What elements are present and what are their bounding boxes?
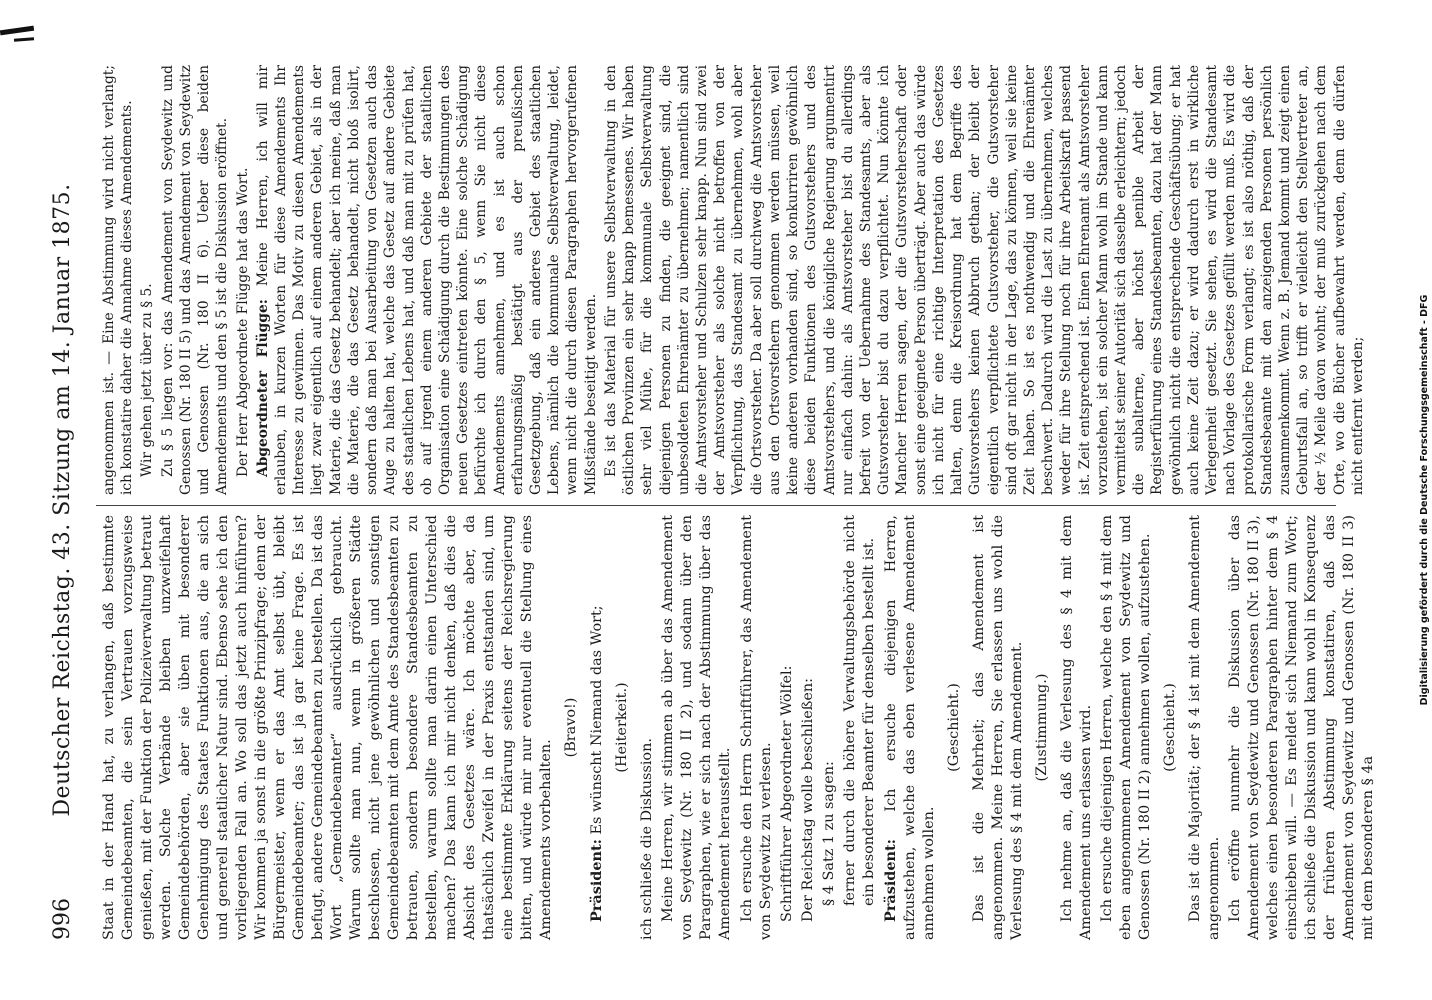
paragraph (159, 65, 232, 495)
paragraph (1186, 515, 1224, 940)
paragraph-text: (Heiterkeit.) (614, 682, 631, 773)
paragraph-text: Ich ersuche diejenigen Herren, welche den § 4 mit dem eben angenommenen Amendement von Seydewitz und Genossen (Nr. 180 II 2) annehmen wollen, aufzustehen. (1098, 515, 1153, 940)
speaker-label: Präsident: (881, 839, 899, 922)
paragraph (100, 65, 136, 495)
paragraph (638, 515, 657, 940)
page-footer (1412, 0, 1432, 1000)
paragraph-text: Es ist das Material für unsere Selbstverwaltung in den östlichen Provinzen ein sehr knapp bemessenes. Wir haben sehr viel Mühe, für die kommunale Selbstverwaltung diejenigen Personen zu finden, die geeignet sind, die unbesoldeten Ehrenämter zu übernehmen; namentlich sind die Amtsvorsteher und Schulzen sehr knapp. Nun sind zwei der Amtsvorsteher als solche nicht betroffen von der Verpflichtung, das Standesamt zu übernehmen, wohl aber die Ortsvorsteher. Da aber soll durchweg die Amtsvorsteher aus den Ortsvorstehern genommen werden müssen, weil keine anderen vorhanden sind, so konkurriren gewöhnlich diese beiden Funktionen des Gutsvorstehers und des Amtsvorstehers, und die königliche Regierung argumentirt nur einfach dahin: als Amtsvorsteher bist du allerdings befreit von der Uebernahme des Standesamts, aber als Gutsvorsteher bist du dazu verpflichtet. Nun könnte ich Mancher Herren sagen, der die Gutsvorsteherschaft oder sonst eine geeignete Person überträgt. Aber auch das würde ich nicht für eine richtige Interpretation des Gesetzes halten, denn die Kreisordnung hat dem Begriffe des Gutsvorstehers keinen Abbruch gethan; der bleibt der eigentlich verpflichtete Gutsvorsteher, die Gutsvorsteher sind oft gar nicht in der Lage, das zu können, weil sie keine Zeit haben. So ist es nothwendig und die Ehrenämter beschwert. Dadurch wird die Last zu übernehmen, welches weder für ihre Stellung noch für ihre Arbeitskraft passend ist. Zeit entsprechend ist. Einen Ehrenamt als Amtsvorsteher vorzustehen, ist ein solcher Mann wohl im Stande und kann vermittelst seiner Autorität sich dasselbe erleichtern; jedoch die subalterne, aber höchst penible Arbeit der Registerführung eines Standesbeamten, dazu hat der Mann gewöhnlich nicht die entsprechende Geschäftsübung; er hat auch keine Zeit dazu; er wird dadurch erst in wirkliche Verlegenheit gesetzt. Sie sehen, es wird die Standesamt nach Vorlage des Gesetzes gefüllt werden muß. Es wird die protokollarische Form verlangt; es ist also nöthig, daß der Standesbeamte mit den anzeigenden Personen persönlich zusammenkommt. Wenn z. B. Jemand kommt und zeigt einen Geburtsfall an, so trifft er vielleicht den Stellvertreter an, der ½ Meile davon wohnt; der muß zurückgehen nach dem Orte, wo die Bücher aufbewahrt werden, denn die dürfen nicht entfernt werden; (602, 65, 1366, 495)
paragraph-text: Es wünscht Niemand das Wort; (589, 605, 606, 835)
stage-direction (945, 515, 964, 940)
column-divider (96, 505, 1336, 506)
paragraph-text: § 4 Satz 1 zu sagen: (820, 761, 837, 906)
paragraph (100, 515, 556, 940)
paragraph-text: Ich ersuche diejenigen Herren, aufzustehen, welche das eben verlesene Amendement annehmen wollen. (882, 515, 937, 940)
running-title: Deutscher Reichstag. 43. Sitzung am 14. Januar 1875. (50, 183, 75, 817)
paragraph (881, 515, 939, 940)
paragraph-text: (Zustimmung.) (1033, 673, 1050, 782)
paragraph (587, 515, 607, 940)
paragraph (1058, 515, 1096, 940)
paragraph-text: (Geschieht.) (945, 683, 962, 772)
paragraph (1226, 515, 1378, 940)
paragraph (738, 515, 776, 940)
paragraph-text: Der Herr Abgeordnete Flügge hat das Wort. (234, 167, 251, 477)
paragraph (778, 515, 797, 940)
paragraph-text: Meine Herren, ich will mir erlauben, in kurzen Worten für diese Amendements Ihr Interesse zu gewinnen. Das Motiv zu diesen Amendements liegt zwar eigentlich auf einem anderen Gebiet, als in der Materie, die das Gesetz behandelt; aber ich meine, daß man die Materie, die das Gesetz behandelt, nicht bloß isolirt, sondern daß man bei Ausarbeitung von Gesetzen auch das Auge zu halten hat, welche das Gesetz auf andere Gebiete des staatlichen Lebens hat, und daß man mit zu prüfen hat, ob auf irgend einem anderen Gebiete der staatlichen Organisation eine Schädigung durch die Bestimmungen des neuen Gesetzes eintreten könnte. Eine solche Schädigung befürchte ich durch den § 5, wenn Sie nicht diese Amendements annehmen, und es ist auch schon erfahrungsmäßig bestätigt aus der preußischen Gesetzgebung, daß ein anderes Gebiet des staatlichen Lebens, nämlich die kommunale Selbstverwaltung, leidet, wenn nicht die durch diesen Paragraphen hervorgerufenen Mißstände beseitigt werden. (254, 65, 599, 495)
paragraph (254, 65, 600, 495)
left-text-column (100, 515, 1380, 940)
paragraph (799, 515, 818, 940)
dfg-credit-line: Digitalisierung gefördert durch die Deutsche Forschungsgemeinschaft - DFG (1419, 294, 1430, 706)
right-text-column (100, 65, 1369, 495)
paragraph-text: angenommen ist. — Eine Abstimmung wird nicht verlangt; ich konstatire daher die Annahme dieses Amendements. (101, 65, 136, 495)
paragraph-text: Zu § 5 liegen vor: das Amendement von Seydewitz und Genossen (Nr. 180 II 5) und das Amendement von Seydewitz und Genossen (Nr. 180 II 6). Ueber diese beiden Amendements und den § 5 ist die Diskussion eröffnet. (159, 65, 231, 495)
paragraph-text: (Bravo!) (563, 697, 580, 758)
paragraph (138, 65, 156, 495)
paragraph-text: Das ist die Majorität; der § 4 ist mit dem Amendement angenommen. (1186, 515, 1222, 940)
paragraph-text: Schriftführer Abgeordneter Wölfel: (778, 665, 795, 922)
stage-direction (613, 515, 632, 940)
paragraph-text: Der Reichstag wolle beschließen: (799, 677, 816, 922)
paragraph-text: Staat in der Hand hat, zu verlangen, daß bestimmte Gemeindebeamten, die sein Vertrauen vorzugsweise genießen, mit der Funktion der Polizeiverwaltung betraut werden. Solche Verbände bleiben unzweifelhaft Gemeindebehörden, aber sie üben mit besonderer Genehmigung des Staates Funktionen aus, die an sich und generell staatlicher Natur sind. Ebenso sehe ich den vorliegenden Fall an. Wo soll das jetzt auch hinführen? Wir kommen ja sonst in die größte Prinzipfrage; denn der Bürgermeister, wenn er das Amt selbst übt, bleibt Gemeindebeamter; das ist ja gar keine Frage. Es ist befugt, andere Gemeindebeamten zu bestellen. Da ist das Wort „Gemeindebeamter“ ausdrücklich gebraucht. Warum sollte man nun, wenn in größeren Städte beschlossen, nicht jene gewöhnlichen und sonstigen Gemeindebeamten mit dem Amte des Standesbeamten zu betrauen, sondern besondere Standesbeamten zu bestellen, warum sollte man darin einen Unterschied machen? Das kann ich mir nicht denken, daß dies die Absicht des Gesetzes wäre. Ich möchte aber, da thatsächlich Zweifel in der Praxis entstanden sind, um eine bestimmte Erklärung seitens der Reichsregierung bitten, und würde mir nur eventuell die Stellung eines Amendements vorbehalten. (101, 515, 555, 940)
paragraph (234, 65, 252, 495)
quoted-amendment-line (841, 515, 879, 940)
paragraph-text: (Geschieht.) (1161, 683, 1178, 772)
paragraph-text: Ich eröffne nunmehr die Diskussion über das Amendement von Seydewitz und Genossen (Nr. 180 II 3), welches einen besonderen Paragraphen hinter dem § 4 einschieben will. — Es meldet sich Niemand zum Wort; ich schließe die Diskussion und kann wohl in Konsequenz der früheren Abstimmung konstatiren, daß das Amendement von Seydewitz und Genossen (Nr. 180 II 3) mit dem besonderen § 4a (1226, 515, 1376, 940)
paragraph-text: Ich ersuche den Herrn Schriftführer, das Amendement von Seydewitz zu verlesen. (738, 515, 774, 940)
paragraph (602, 65, 1367, 495)
paragraph-text: Wir gehen jetzt über zu § 5. (139, 283, 156, 477)
quoted-amendment-line (820, 515, 839, 940)
speaker-label: Präsident: (588, 839, 606, 922)
stage-direction (1033, 515, 1052, 940)
speaker-label: Abgeordneter Flügge: (254, 299, 271, 477)
stage-direction (1161, 515, 1180, 940)
page-header (44, 60, 84, 940)
page-number: 996 (50, 898, 75, 940)
paragraph-text: Ich nehme an, daß die Verlesung des § 4 mit dem Amendement uns erlassen wird. (1058, 515, 1094, 940)
paragraph-text: Das ist die Mehrheit; das Amendement ist angenommen. Meine Herren, Sie erlassen uns wohl die Verlesung des § 4 mit dem Amendement. (970, 515, 1025, 940)
paragraph (970, 515, 1027, 940)
paragraph-text: ferner durch die höhere Verwaltungsbehörde nicht ein besonderer Beamter für denselben bestellt ist. (841, 515, 877, 906)
paragraph (659, 515, 735, 940)
stage-direction (562, 515, 581, 940)
paragraph-text: Meine Herren, wir stimmen ab über das Amendement von Seydewitz (Nr. 180 II 2), und sodann über den Paragraphen, wie er sich nach der Abstimmung über das Amendement herausstellt. (660, 515, 734, 940)
paragraph (1098, 515, 1155, 940)
paragraph-text: ich schließe die Diskussion. (639, 738, 656, 940)
